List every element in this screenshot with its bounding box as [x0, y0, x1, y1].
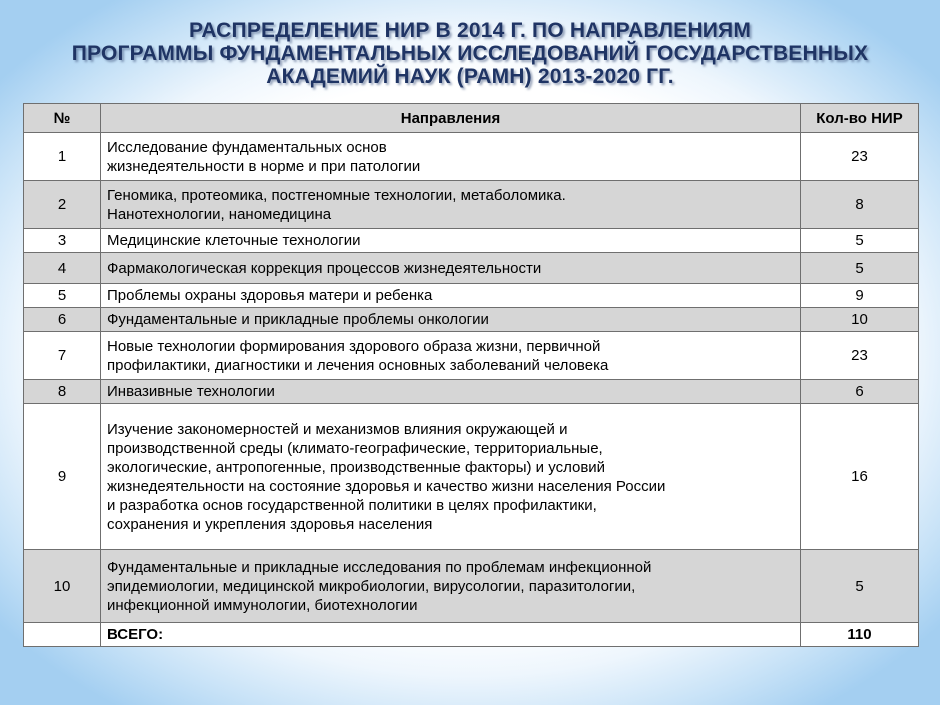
- table-body: [24, 133, 919, 647]
- row-num: 6: [24, 308, 101, 332]
- row-direction: Изучение закономерностей и механизмов влияния окружающей и производственной среды (климато-географические, территориальные, экологические, антропогенные, производственные факторы) и условий жизнедеятельности на состояние здоровья и качество жизни населения России и разработка основ государственной политики в целях профилактики, сохранения и укрепления здоровья населения: [101, 404, 801, 550]
- total-label: ВСЕГО:: [101, 623, 801, 647]
- row-direction: Фундаментальные и прикладные проблемы онкологии: [101, 308, 801, 332]
- total-row: [24, 623, 919, 647]
- table-row: [24, 181, 919, 229]
- row-num: 5: [24, 284, 101, 308]
- row-count: 9: [801, 284, 919, 308]
- row-num: 3: [24, 229, 101, 253]
- row-num: 2: [24, 181, 101, 229]
- row-count: 5: [801, 229, 919, 253]
- row-count: 6: [801, 380, 919, 404]
- row-direction: Геномика, протеомика, постгеномные технологии, метаболомика. Нанотехнологии, наномедицина: [101, 181, 801, 229]
- row-num: 1: [24, 133, 101, 181]
- row-count: 8: [801, 181, 919, 229]
- research-distribution-table: [23, 103, 919, 647]
- table-row: [24, 133, 919, 181]
- total-num: [24, 623, 101, 647]
- row-direction: Инвазивные технологии: [101, 380, 801, 404]
- row-count: 23: [801, 133, 919, 181]
- table-row: [24, 229, 919, 253]
- table-row: [24, 380, 919, 404]
- table-header-row: [24, 104, 919, 133]
- row-count: 16: [801, 404, 919, 550]
- row-count: 23: [801, 332, 919, 380]
- row-num: 8: [24, 380, 101, 404]
- row-count: 10: [801, 308, 919, 332]
- row-num: 10: [24, 550, 101, 623]
- title-line-1: РАСПРЕДЕЛЕНИЕ НИР В 2014 Г. ПО НАПРАВЛЕНИЯМ: [188, 19, 752, 42]
- row-num: 9: [24, 404, 101, 550]
- table-row: [24, 404, 919, 550]
- header-count: Кол-во НИР: [801, 104, 919, 133]
- table-row: [24, 284, 919, 308]
- row-direction: Фармакологическая коррекция процессов жизнедеятельности: [101, 253, 801, 284]
- row-direction: Медицинские клеточные технологии: [101, 229, 801, 253]
- row-num: 7: [24, 332, 101, 380]
- row-num: 4: [24, 253, 101, 284]
- table-row: [24, 253, 919, 284]
- title-line-3: АКАДЕМИЙ НАУК (РАМН) 2013-2020 ГГ.: [266, 65, 674, 88]
- total-count: 110: [801, 623, 919, 647]
- table-row: [24, 308, 919, 332]
- row-direction: Проблемы охраны здоровья матери и ребенка: [101, 284, 801, 308]
- header-num: №: [24, 104, 101, 133]
- row-count: 5: [801, 253, 919, 284]
- table-row: [24, 332, 919, 380]
- page-title: [0, 19, 940, 88]
- title-line-2: ПРОГРАММЫ ФУНДАМЕНТАЛЬНЫХ ИССЛЕДОВАНИЙ ГОСУДАРСТВЕННЫХ: [71, 42, 869, 65]
- header-direction: Направления: [101, 104, 801, 133]
- row-direction: Новые технологии формирования здорового образа жизни, первичной профилактики, диагностики и лечения основных заболеваний человека: [101, 332, 801, 380]
- row-direction: Фундаментальные и прикладные исследования по проблемам инфекционной эпидемиологии, медицинской микробиологии, вирусологии, паразитологии, инфекционной иммунологии, биотехнологии: [101, 550, 801, 623]
- row-direction: Исследование фундаментальных основ жизнедеятельности в норме и при патологии: [101, 133, 801, 181]
- row-count: 5: [801, 550, 919, 623]
- table-row: [24, 550, 919, 623]
